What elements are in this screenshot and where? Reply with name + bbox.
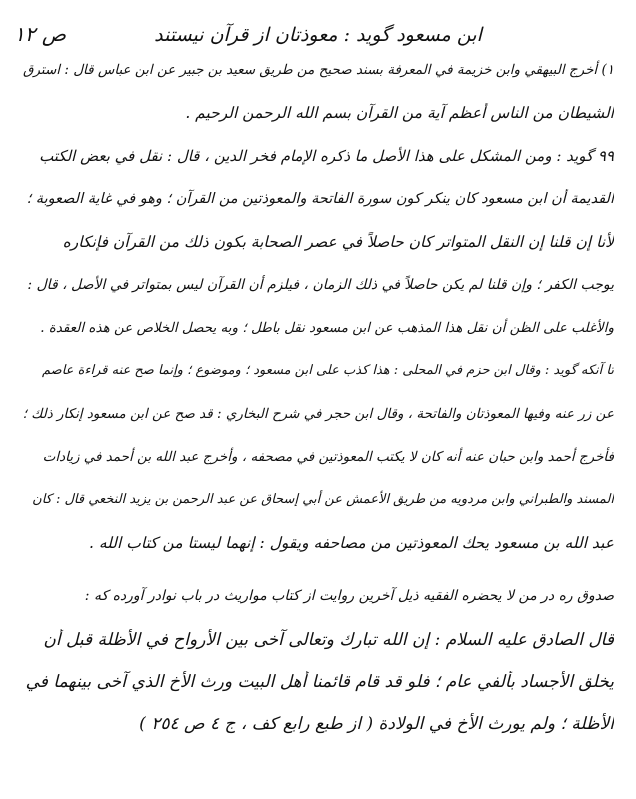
text-line-1: ١) أخرج البيهقي وابن خزيمة في المعرفة بسند صحيح من طريق سعيد بن جبير عن ابن عباس قال : استرق [23,62,614,78]
section-gap [22,576,614,586]
text-line-12: عبد الله بن مسعود يحك المعوذتين من مصاحفه ويقول : إنهما ليستا من كتاب الله . [89,534,614,552]
text-line-15: يخلق الأجساد بألفي عام ؛ فلو قد قام قائمنا أهل البيت ورث الأخ الذي آخى بينهما في [25,672,614,692]
text-line-8: تا آنكه گويد : وقال ابن حزم في المحلى : هذا كذب على ابن مسعود ؛ وموضوع ؛ وإنما صح عنه قراءة عاصم [42,363,614,378]
text-line-7: والأغلب على الظن أن نقل هذا المذهب عن ابن مسعود نقل باطل ؛ وبه يحصل الخلاص عن هذه العقدة . [40,320,614,336]
text-line-10: فأخرج أحمد وابن حبان عنه أنه كان لا يكتب المعوذتين في مصحفه ، وأخرج عبد الله بن أحمد في زيادات [42,449,614,465]
text-line-4: القديمة أن ابن مسعود كان ينكر كون سورة الفاتحة والمعوذتين من القرآن ؛ وهو في غاية الصعوبة ؛ [26,191,614,207]
text-line-11: المسند والطبراني وابن مردويه من طريق الأعمش عن أبي إسحاق عن عبد الرحمن بن يزيد النخعي قال : كان [32,492,614,507]
text-line-3: ٩٩ گوید : ومن المشكل على هذا الأصل ما ذكره الإمام فخر الدين ، قال : نقل في بعض الكتب [39,147,614,165]
text-line-2: الشيطان من الناس أعظم آية من القرآن بسم الله الرحمن الرحيم . [185,104,614,122]
page-heading: ابن مسعود گوید : معوذتان از قرآن نیستند [154,24,482,46]
text-line-13: صدوق ره در من لا يحضره الفقيه ذيل آخرين روايت از كتاب مواريث در باب نوادر آورده كه : [84,588,614,604]
page-number: ص ١٢ [14,22,67,46]
text-line-14: قال الصادق عليه السلام : إن الله تبارك وتعالى آخى بين الأرواح في الأظلة قبل أن [43,630,614,650]
text-line-5: لأنا إن قلنا إن النقل المتواتر كان حاصلاً في عصر الصحابة بكون ذلك من القرآن فإنكاره [62,233,614,251]
text-line-16: الأظلة ؛ ولم يورث الأخ في الولادة ( از طبع رابع كف ، ج ٤ ص ٢٥٤ ) [139,714,614,734]
text-line-6: يوجب الكفر ؛ وإن قلنا لم يكن حاصلاً في ذلك الزمان ، فيلزم أن القرآن ليس بمتواتر في الأصل ، قال : [27,277,614,293]
text-line-9: عن زر عنه وفيها المعوذتان والفاتحة ، وقال ابن حجر في شرح البخاري : قد صح عن ابن مسعود إنكار ذلك ؛ [22,406,614,422]
